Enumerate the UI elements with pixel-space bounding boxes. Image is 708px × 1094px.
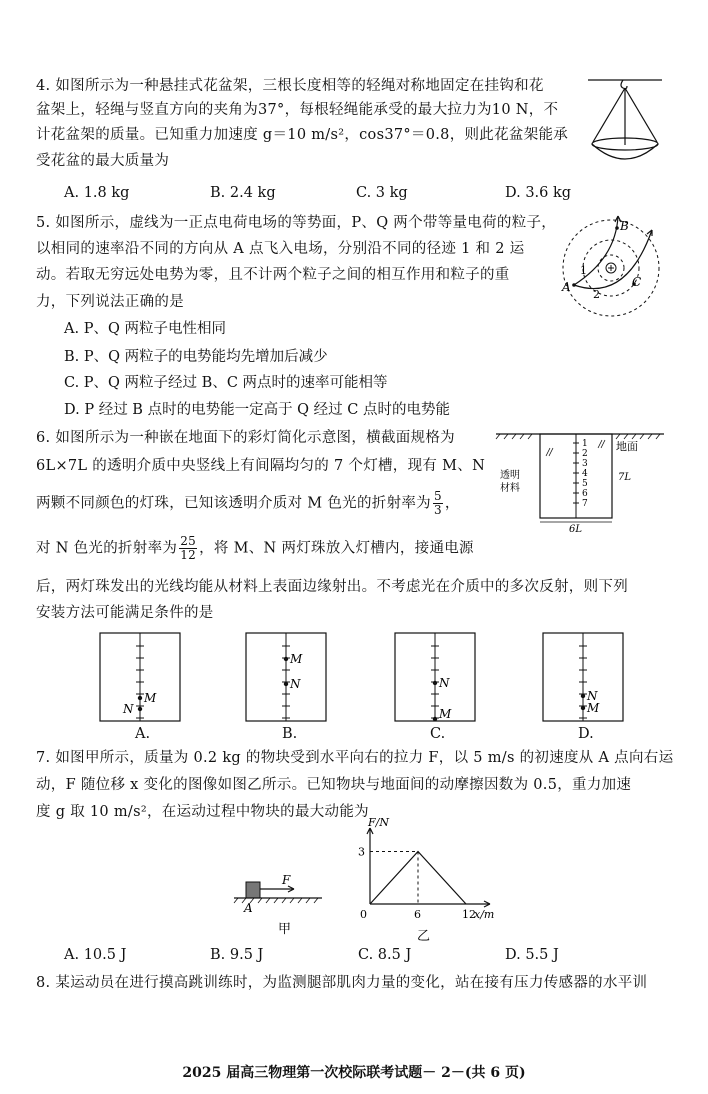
q6-option-c-figure (394, 632, 478, 724)
q5-option-d: D. P 经过 B 点时的电势能一定高于 Q 经过 C 点时的电势能 (64, 402, 450, 418)
q5-option-a: A. P、Q 两粒子电性相同 (64, 321, 226, 337)
q7-label-jia: 甲 (278, 922, 292, 937)
q4-line-2: 盆架上，轻绳与竖直方向的夹角为37°，每根轻绳能承受的最大拉力为10 N，不 (36, 102, 559, 118)
svg-text:3: 3 (582, 459, 588, 469)
svg-text:N: N (123, 702, 134, 716)
q6-line-4: 对 N 色光的折射率为 $\frac{25}{12}$ ，将 M、N 两灯珠放入灯槽内，接通电源 (36, 534, 474, 562)
q5-option-c: C. P、Q 两粒子经过 B、C 两点时的速率可能相等 (64, 375, 388, 391)
q4-line-1: 4. 如图所示为一种悬挂式花盆架，三根长度相等的轻绳对称地固定在挂钩和花 (36, 78, 544, 94)
svg-text:5: 5 (582, 479, 588, 489)
q6-line-3: 两颗不同颜色的灯珠，已知该透明介质对 M 色光的折射率为 $\frac{5}{3}$ ， (36, 489, 460, 517)
q4-flowerpot-figure (580, 70, 670, 175)
q5-line-1: 5. 如图所示，虚线为一正点电荷电场的等势面，P、Q 两个带等量电荷的粒子， (36, 215, 557, 231)
q5-label-b: B (620, 219, 629, 233)
svg-text:1: 1 (582, 439, 588, 449)
x-tick-label: 0 (360, 908, 367, 921)
q5-line-2: 以相同的速率沿不同的方向从 A 点飞入电场，分别沿不同的径迹 1 和 2 运 (36, 241, 525, 257)
q6-line-1: 6. 如图所示为一种嵌在地面下的彩灯简化示意图，横截面规格为 (36, 430, 455, 446)
q6-option-b-figure (245, 632, 329, 724)
q6-option-b: B. (282, 726, 298, 742)
svg-text:4: 4 (582, 469, 588, 479)
q4-option-c: C. 3 kg (356, 185, 408, 201)
svg-text:2: 2 (582, 449, 588, 459)
q6-line-2: 6L×7L 的透明介质中央竖线上有间隔均匀的 7 个灯槽，现有 M、N (36, 458, 486, 474)
x-axis-label: x/m (474, 908, 495, 921)
q7-option-c: C. 8.5 J (358, 947, 412, 963)
q4-line-4: 受花盆的最大质量为 (36, 153, 170, 169)
y-tick-label: 3 (358, 845, 365, 859)
q6-frac-n: $\frac{25}{12}$ (180, 534, 197, 562)
page-footer: 2025 届高三物理第一次校际联考试题－ 2－(共 6 页) (182, 1065, 526, 1081)
q5-label-c: C (632, 275, 642, 289)
svg-text:7: 7 (582, 499, 588, 509)
x-tick-label: 6 (414, 908, 421, 921)
q5-line-3: 动。若取无穷远处电势为零，且不计两个粒子之间的相互作用和粒子的重 (36, 267, 510, 283)
q7-label-yi: 乙 (417, 929, 431, 944)
x-tick-label: 12 (462, 908, 476, 921)
svg-text:M: M (587, 701, 600, 715)
q4-option-d: D. 3.6 kg (505, 185, 572, 201)
q7-option-a: A. 10.5 J (64, 947, 127, 963)
q5-field-figure (556, 208, 676, 316)
q7-label-f: F (282, 873, 291, 887)
q6-option-d-figure (542, 632, 626, 724)
q6-lamp-figure (494, 428, 672, 540)
svg-text:N: N (587, 689, 598, 703)
y-axis-label: F/N (368, 816, 389, 829)
q6-label-material-2: 材料 (500, 483, 520, 494)
q6-frac-m: $\frac{5}{3}$ (433, 489, 442, 517)
svg-text:N: N (439, 676, 450, 690)
q6-line-6: 安装方法可能满足条件的是 (36, 605, 214, 621)
q5-label-path1: 1 (580, 264, 587, 277)
q5-option-b: B. P、Q 两粒子的电势能均先增加后减少 (64, 349, 328, 365)
q7-line-3: 度 g 取 10 m/s²，在运动过程中物块的最大动能为 (36, 804, 369, 820)
q5-label-a: A (562, 280, 571, 294)
q6-label-width: 6L (569, 524, 583, 535)
q5-line-4: 力，下列说法正确的是 (36, 294, 184, 310)
q7-option-d: D. 5.5 J (505, 947, 559, 963)
svg-text:M: M (290, 652, 303, 666)
svg-text:M: M (439, 707, 452, 721)
q6-option-c: C. (430, 726, 446, 742)
q6-label-height: 7L (618, 472, 632, 483)
q7-block-figure (226, 862, 326, 940)
q8-line-1: 8. 某运动员在进行摸高跳训练时，为监测腿部肌肉力量的变化，站在接有压力传感器的水平训 (36, 975, 648, 991)
q4-option-a: A. 1.8 kg (64, 185, 130, 201)
q6-option-d: D. (578, 726, 594, 742)
q6-label-material-1: 透明 (500, 470, 520, 481)
q6-line-5: 后，两灯珠发出的光线均能从材料上表面边缘射出。不考虑光在介质中的多次反射，则下列 (36, 579, 628, 595)
svg-text:6: 6 (582, 489, 588, 499)
svg-text:M: M (144, 691, 157, 705)
q5-label-path2: 2 (593, 288, 600, 301)
q7-line-1: 7. 如图甲所示，质量为 0.2 kg 的物块受到水平向右的拉力 F，以 5 m/s 的初速度从 A 点向右运 (36, 750, 674, 766)
q4-line-3: 计花盆架的质量。已知重力加速度 g＝10 m/s²，cos37°＝0.8，则此花盆架能承 (36, 127, 569, 143)
q7-option-b: B. 9.5 J (210, 947, 264, 963)
q6-label-ground: 地面 (616, 440, 638, 453)
svg-text:N: N (290, 677, 301, 691)
q4-option-b: B. 2.4 kg (210, 185, 276, 201)
q7-force-chart (342, 816, 502, 944)
q6-option-a-figure (99, 632, 183, 724)
q7-line-2: 动，F 随位移 x 变化的图像如图乙所示。已知物块与地面间的动摩擦因数为 0.5，重力加速 (36, 777, 632, 793)
q6-option-a: A. (135, 726, 151, 742)
q7-label-a: A (244, 901, 253, 915)
